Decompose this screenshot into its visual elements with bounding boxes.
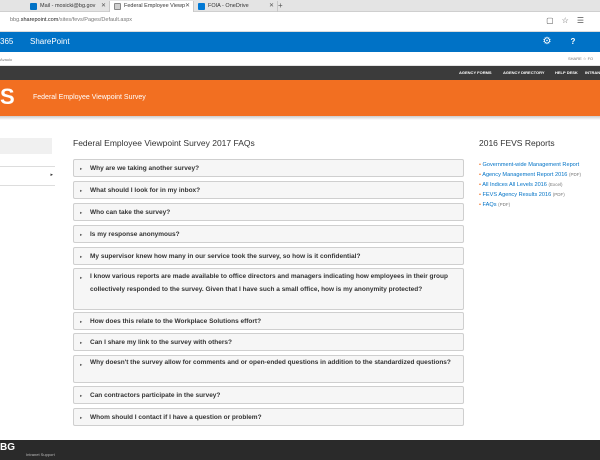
url-prefix: bbg. bbox=[10, 17, 21, 23]
expand-arrow-icon: ▸ bbox=[80, 340, 83, 345]
faq-item[interactable] bbox=[73, 159, 464, 177]
close-tab-icon[interactable]: ✕ bbox=[184, 3, 190, 9]
expand-arrow-icon: ▸ bbox=[80, 166, 83, 171]
faq-question: Can contractors participate in the survey? bbox=[90, 392, 221, 399]
report-link[interactable]: Agency Management Report 2016 bbox=[482, 172, 568, 178]
browser-tab-mail[interactable] bbox=[26, 1, 110, 12]
reading-view-icon[interactable]: ▢ bbox=[546, 16, 562, 25]
expand-arrow-icon: ▸ bbox=[80, 319, 83, 324]
bullet-icon: • bbox=[479, 172, 483, 178]
expand-arrow-icon: ▸ bbox=[80, 275, 83, 280]
faq-item[interactable] bbox=[73, 268, 464, 310]
report-format: (Excel) bbox=[548, 182, 563, 187]
suite-bar bbox=[0, 32, 600, 52]
tab-label: FOIA - OneDrive bbox=[208, 3, 249, 9]
report-format: (PDF) bbox=[569, 172, 581, 177]
left-nav-item-expandable[interactable] bbox=[0, 166, 55, 186]
report-format: (PDF) bbox=[498, 202, 511, 207]
favorite-star-icon[interactable]: ☆ bbox=[561, 16, 577, 25]
faq-question: Who can take the survey? bbox=[90, 209, 171, 216]
browser-tab-onedrive[interactable] bbox=[194, 1, 278, 12]
ribbon-bar bbox=[0, 52, 600, 66]
browser-tab-strip bbox=[0, 0, 600, 12]
left-nav-item[interactable] bbox=[0, 138, 52, 154]
nav-intranet[interactable]: INTRAN bbox=[585, 70, 600, 75]
gear-icon[interactable]: ⚙ bbox=[542, 36, 552, 47]
url-text[interactable] bbox=[10, 17, 132, 23]
site-title[interactable]: Federal Employee Viewpoint Survey bbox=[33, 94, 146, 101]
faq-item[interactable] bbox=[73, 225, 464, 243]
report-link[interactable]: FEVS Agency Results 2016 bbox=[482, 192, 552, 198]
bullet-icon: • bbox=[479, 162, 483, 168]
faq-item[interactable] bbox=[73, 355, 464, 383]
reports-heading: 2016 FEVS Reports bbox=[479, 138, 555, 148]
report-link-item[interactable] bbox=[479, 160, 600, 170]
faq-item[interactable] bbox=[73, 312, 464, 330]
faq-item[interactable] bbox=[73, 181, 464, 199]
report-link-item[interactable] bbox=[479, 200, 600, 210]
onedrive-icon bbox=[198, 3, 205, 10]
tab-label: Federal Employee Viewp bbox=[124, 3, 186, 9]
faq-question: Can I share my link to the survey with others? bbox=[90, 339, 232, 346]
footer-link[interactable]: Intranet Support bbox=[26, 452, 55, 457]
page-icon bbox=[114, 3, 121, 10]
faq-question: Why are we taking another survey? bbox=[90, 165, 200, 172]
expand-arrow-icon: ▸ bbox=[80, 188, 83, 193]
faq-question: How does this relate to the Workplace Solutions effort? bbox=[90, 318, 262, 325]
nav-agency-forms[interactable]: AGENCY FORMS bbox=[459, 70, 492, 75]
report-link-item[interactable] bbox=[479, 190, 600, 200]
faq-item[interactable] bbox=[73, 386, 464, 404]
hub-menu-icon[interactable]: ☰ bbox=[576, 16, 592, 25]
faq-question: Is my response anonymous? bbox=[90, 231, 180, 238]
faq-question: Whom should I contact if I have a question or problem? bbox=[90, 414, 262, 421]
address-bar[interactable] bbox=[0, 12, 600, 32]
browser-toolbar-icons bbox=[546, 16, 592, 25]
ribbon-left-text[interactable]: Avaulo bbox=[0, 57, 13, 62]
faq-item[interactable] bbox=[73, 247, 464, 265]
share-follow-actions[interactable]: SHARE ☆ FO bbox=[568, 56, 594, 61]
outlook-icon bbox=[30, 3, 37, 10]
site-logo[interactable]: S bbox=[0, 84, 15, 109]
report-format: (PDF) bbox=[552, 192, 565, 197]
expand-arrow-icon: ▸ bbox=[80, 393, 83, 398]
expand-arrow-icon: ▸ bbox=[80, 254, 83, 259]
top-navigation bbox=[0, 66, 600, 80]
faq-item[interactable] bbox=[73, 333, 464, 351]
nav-help-desk[interactable]: HELP DESK bbox=[555, 70, 578, 75]
browser-tab-fevs[interactable] bbox=[110, 1, 194, 12]
new-tab-button[interactable]: + bbox=[278, 1, 283, 10]
faq-question: My supervisor knew how many in our service took the survey, so how is it confidential? bbox=[90, 253, 361, 260]
report-link[interactable]: Government-wide Management Report bbox=[482, 162, 580, 168]
faq-question: What should I look for in my inbox? bbox=[90, 187, 201, 194]
footer-logo: BG bbox=[0, 442, 15, 453]
site-header bbox=[0, 80, 600, 116]
header-shadow bbox=[0, 116, 600, 120]
close-tab-icon[interactable]: ✕ bbox=[268, 3, 274, 9]
report-link-item[interactable] bbox=[479, 180, 600, 190]
bullet-icon: • bbox=[479, 202, 483, 208]
site-footer bbox=[0, 440, 600, 460]
expand-arrow-icon: ▸ bbox=[80, 232, 83, 237]
report-link-item[interactable] bbox=[479, 170, 600, 180]
office365-label[interactable]: 365 bbox=[0, 37, 14, 46]
faq-question: Why doesn't the survey allow for comments and or open-ended questions in addition to the standardized questions? bbox=[90, 359, 451, 366]
nav-agency-directory[interactable]: AGENCY DIRECTORY bbox=[503, 70, 545, 75]
bullet-icon: • bbox=[479, 192, 483, 198]
bullet-icon: • bbox=[479, 182, 483, 188]
expand-arrow-icon: ▸ bbox=[80, 362, 83, 367]
report-link[interactable]: All Indices All Levels 2016 bbox=[482, 182, 547, 188]
faq-question: I know various reports are made available to office directors and managers indicating how employees in their group collectively responded to the survey. Given that I have such a small office, how is my anonymity protected? bbox=[90, 273, 448, 293]
url-path: /sites/fevs/Pages/Default.aspx bbox=[58, 17, 133, 23]
page-title: Federal Employee Viewpoint Survey 2017 FAQs bbox=[73, 138, 255, 148]
reports-list bbox=[479, 160, 600, 210]
help-button[interactable]: ? bbox=[570, 37, 576, 46]
expand-arrow-icon: ▸ bbox=[80, 415, 83, 420]
sharepoint-brand[interactable]: SharePoint bbox=[30, 37, 70, 46]
url-domain: sharepoint.com bbox=[20, 17, 59, 23]
faq-item[interactable] bbox=[73, 203, 464, 221]
tab-label: Mail - mosicki@bg.gov bbox=[40, 3, 96, 9]
report-link[interactable]: FAQs bbox=[482, 202, 497, 208]
chevron-right-icon: ▸ bbox=[50, 172, 53, 178]
expand-arrow-icon: ▸ bbox=[80, 210, 83, 215]
close-tab-icon[interactable]: ✕ bbox=[100, 3, 106, 9]
faq-item[interactable] bbox=[73, 408, 464, 426]
